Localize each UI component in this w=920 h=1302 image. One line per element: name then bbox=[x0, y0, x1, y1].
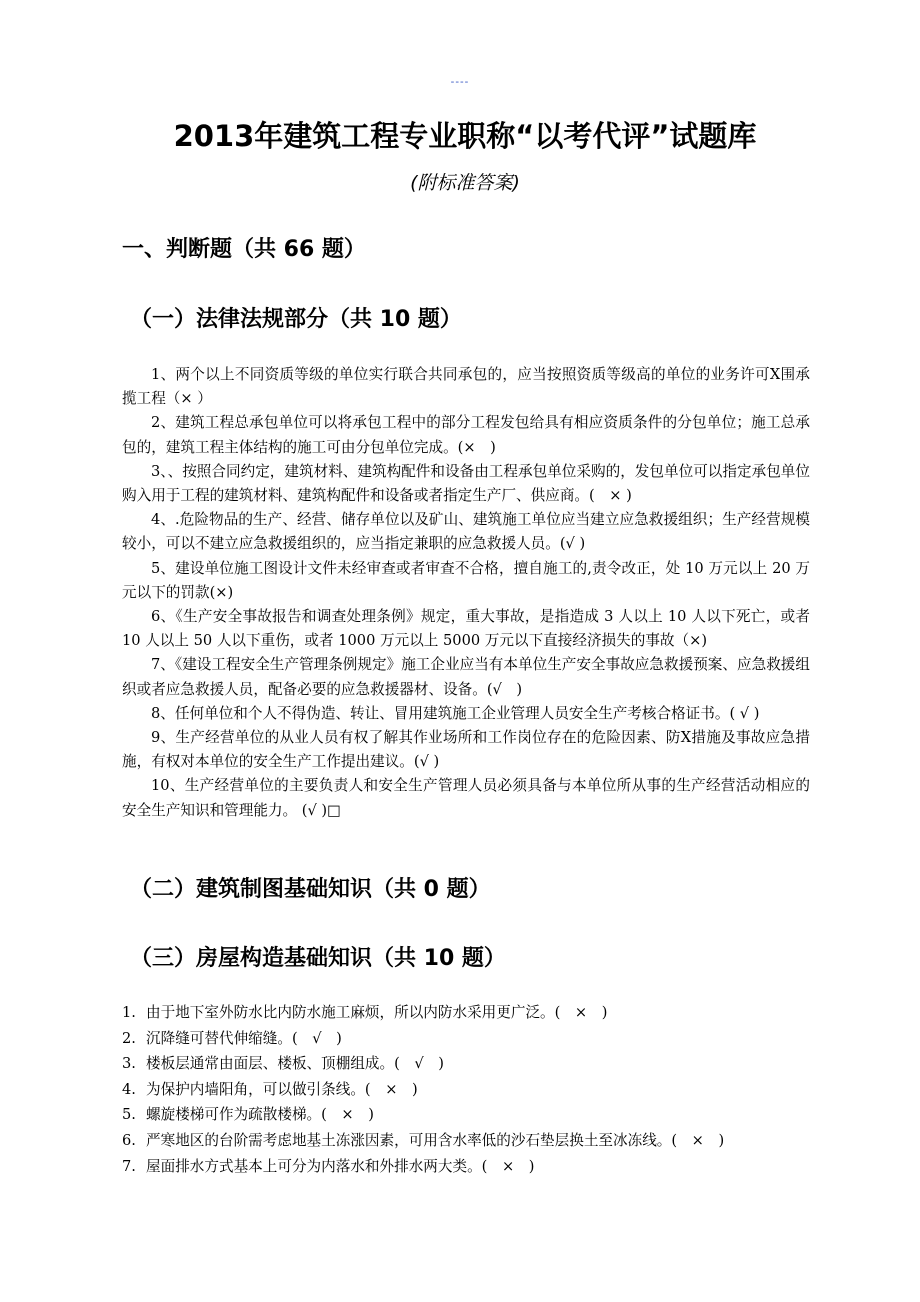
header-mark: ---- bbox=[450, 76, 470, 88]
document-subtitle: (附标准答案) bbox=[410, 172, 520, 194]
item-number: 2. bbox=[122, 1029, 136, 1047]
law-question: 9、生产经营单位的从业人员有权了解其作业场所和工作岗位存在的危险因素、防X措施及事故应急措施，有权对本单位的安全生产工作提出建议。(√ ) bbox=[122, 729, 810, 771]
subsection-heading-construction: （三）房屋构造基础知识（共 10 题） bbox=[130, 946, 506, 971]
subsection-heading-law: （一）法律法规部分（共 10 题） bbox=[130, 307, 462, 332]
item-number: 6. bbox=[122, 1131, 136, 1149]
item-number: 7. bbox=[122, 1157, 136, 1175]
list-item bbox=[122, 1000, 812, 1026]
list-item bbox=[122, 1102, 812, 1128]
item-text: 沉降缝可替代伸缩缝。( √ ) bbox=[146, 1029, 342, 1047]
subsection-heading-drawing: （二）建筑制图基础知识（共 0 题） bbox=[130, 877, 491, 902]
item-number: 5. bbox=[122, 1106, 136, 1124]
section-heading-judgment: 一、判断题（共 66 题） bbox=[122, 237, 366, 262]
list-item bbox=[122, 1026, 812, 1052]
construction-question-list bbox=[122, 1000, 812, 1179]
list-item bbox=[122, 1051, 812, 1077]
item-text: 为保护内墙阳角，可以做引条线。( × ) bbox=[146, 1080, 418, 1098]
law-question: 4、.危险物品的生产、经营、储存单位以及矿山、建筑施工单位应当建立应急救援组织；生产经营规模较小，可以不建立应急救援组织的，应当指定兼职的应急救援人员。(√ ) bbox=[122, 511, 810, 553]
item-text: 螺旋楼梯可作为疏散楼梯。( × ) bbox=[146, 1106, 374, 1124]
item-number: 1. bbox=[122, 1004, 136, 1021]
item-number: 4. bbox=[122, 1080, 136, 1098]
law-question: 7、《建设工程安全生产管理条例规定》施工企业应当有本单位生产安全事故应急救援预案、应急救援组织或者应急救援人员，配备必要的应急救援器材、设备。(√ ) bbox=[122, 656, 810, 698]
law-question: 1、两个以上不同资质等级的单位实行联合共同承包的，应当按照资质等级高的单位的业务许可X围承揽工程（× ） bbox=[122, 366, 810, 408]
law-question: 3、、按照合同约定，建筑材料、建筑构配件和设备由工程承包单位采购的，发包单位可以指定承包单位购入用于工程的建筑材料、建筑构配件和设备或者指定生产厂、供应商。( × ) bbox=[122, 462, 810, 505]
law-question: 10、生产经营单位的主要负责人和安全生产管理人员必须具备与本单位所从事的生产经营活动相应的安全生产知识和管理能力。 (√ )□ bbox=[122, 777, 810, 819]
law-question: 2、建筑工程总承包单位可以将承包工程中的部分工程发包给具有相应资质条件的分包单位；施工总承包的，建筑工程主体结构的施工可由分包单位完成。(× ) bbox=[122, 414, 810, 456]
list-item bbox=[122, 1128, 812, 1154]
document-title: 2013年建筑工程专业职称“以考代评”试题库 bbox=[173, 119, 757, 153]
list-item bbox=[122, 1154, 812, 1180]
item-text: 严寒地区的台阶需考虑地基土冻涨因素，可用含水率低的沙石垫层换土至冰冻线。( × ) bbox=[146, 1131, 725, 1149]
item-text: 由于地下室外防水比内防水施工麻烦，所以内防水采用更广泛。( × ) bbox=[146, 1004, 608, 1021]
list-item bbox=[122, 1077, 812, 1103]
law-question: 6、《生产安全事故报告和调查处理条例》规定，重大事故，是指造成 3 人以上 10 人以下死亡，或者 10 人以上 50 人以下重伤，或者 1000 万元以上 5000 万元以下直接经济损失的事故（×) bbox=[122, 608, 810, 650]
law-question-list bbox=[122, 363, 810, 823]
law-question: 5、建设单位施工图设计文件未经审查或者审查不合格，擅自施工的,责令改正，处 10 万元以上 20 万元以下的罚款(×) bbox=[122, 559, 810, 601]
item-number: 3. bbox=[122, 1055, 136, 1073]
law-question: 8、任何单位和个人不得伪造、转让、冒用建筑施工企业管理人员安全生产考核合格证书。( √ ) bbox=[151, 704, 760, 722]
item-text: 楼板层通常由面层、楼板、顶棚组成。( √ ) bbox=[146, 1055, 444, 1073]
item-text: 屋面排水方式基本上可分为内落水和外排水两大类。( × ) bbox=[146, 1157, 535, 1175]
